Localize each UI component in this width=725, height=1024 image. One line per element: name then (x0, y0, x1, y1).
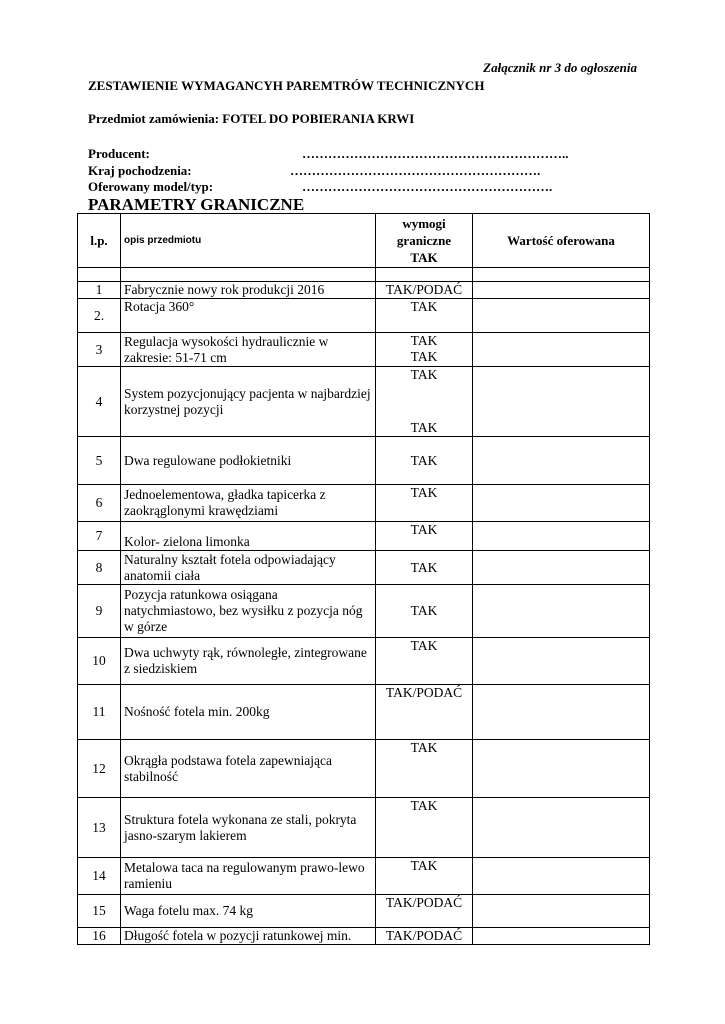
row-requirement (376, 333, 473, 367)
order-subject: Przedmiot zamówienia: FOTEL DO POBIERANIA KRWI (88, 111, 415, 126)
row-description: Okrągła podstawa fotela zapewniająca stabilność (121, 740, 376, 798)
row-requirement: TAK (376, 585, 473, 638)
table-row (78, 551, 650, 585)
document-title: ZESTAWIENIE WYMAGANCYH PAREMTRÓW TECHNICZNYCH (88, 78, 485, 93)
table-row (78, 282, 650, 299)
table-row (78, 895, 650, 928)
row-number: 4 (78, 367, 121, 437)
row-offered-value[interactable] (473, 437, 650, 485)
row-requirement: TAK (376, 485, 473, 522)
row-number: 7 (78, 522, 121, 551)
row-requirement: TAK (376, 798, 473, 858)
spacer-cell (121, 268, 376, 282)
row-number: 15 (78, 895, 121, 928)
row-requirement: TAK/PODAĆ (376, 895, 473, 928)
row-description: Regulacja wysokości hydraulicznie w zakresie: 51-71 cm (121, 333, 376, 367)
header-req-line1: wymogi (402, 216, 446, 231)
table-row (78, 858, 650, 895)
row-description: Naturalny kształt fotela odpowiadający anatomii ciała (121, 551, 376, 585)
producer-field (88, 146, 569, 162)
row-requirement: TAK (376, 858, 473, 895)
requirement-line: TAK (410, 420, 438, 435)
row-offered-value[interactable] (473, 367, 650, 437)
table-row (78, 299, 650, 333)
country-label: Kraj pochodzenia: (88, 163, 192, 178)
row-number: 8 (78, 551, 121, 585)
table-row (78, 437, 650, 485)
row-description: Dwa regulowane podłokietniki (121, 437, 376, 485)
row-description: Rotacja 360° (121, 299, 376, 333)
row-requirement: TAK (376, 740, 473, 798)
row-requirement: TAK (376, 299, 473, 333)
table-row (78, 485, 650, 522)
producer-label: Producent: (88, 146, 150, 161)
requirement-stack (379, 367, 469, 436)
annex-label: Załącznik nr 3 do ogłoszenia (483, 60, 637, 75)
row-requirement: TAK (376, 638, 473, 685)
row-requirement: TAK (376, 551, 473, 585)
row-number: 10 (78, 638, 121, 685)
row-offered-value[interactable] (473, 685, 650, 740)
table-row (78, 685, 650, 740)
model-field (88, 179, 553, 195)
row-requirement (376, 367, 473, 437)
row-description: Struktura fotela wykonana ze stali, pokryta jasno-szarym lakierem (121, 798, 376, 858)
table-row (78, 333, 650, 367)
row-number: 16 (78, 928, 121, 945)
row-number: 2. (78, 299, 121, 333)
row-number: 5 (78, 437, 121, 485)
row-description: Fabrycznie nowy rok produkcji 2016 (121, 282, 376, 299)
table-spacer-row (78, 268, 650, 282)
row-requirement: TAK (376, 522, 473, 551)
row-offered-value[interactable] (473, 928, 650, 945)
section-title: PARAMETRY GRANICZNE (88, 195, 305, 214)
requirement-line: TAK (410, 367, 438, 382)
row-number: 12 (78, 740, 121, 798)
requirement-line: TAK (410, 333, 438, 348)
country-value: …………………………………………………. (290, 163, 541, 178)
row-offered-value[interactable] (473, 798, 650, 858)
row-description: Metalowa taca na regulowanym prawo-lewo ramieniu (121, 858, 376, 895)
row-description: System pozycjonujący pacjenta w najbardziej korzystnej pozycji (121, 367, 376, 437)
row-offered-value[interactable] (473, 858, 650, 895)
row-requirement: TAK (376, 437, 473, 485)
row-offered-value[interactable] (473, 740, 650, 798)
table-row (78, 585, 650, 638)
row-offered-value[interactable] (473, 522, 650, 551)
parameters-table (77, 213, 650, 945)
row-offered-value[interactable] (473, 551, 650, 585)
row-number: 1 (78, 282, 121, 299)
row-requirement: TAK/PODAĆ (376, 928, 473, 945)
row-number: 11 (78, 685, 121, 740)
spacer-cell (78, 268, 121, 282)
header-req-line2: graniczne (396, 233, 452, 248)
row-number: 6 (78, 485, 121, 522)
row-offered-value[interactable] (473, 333, 650, 367)
spacer-cell (473, 268, 650, 282)
row-number: 9 (78, 585, 121, 638)
row-requirement: TAK/PODAĆ (376, 282, 473, 299)
row-description: Waga fotelu max. 74 kg (121, 895, 376, 928)
row-offered-value[interactable] (473, 638, 650, 685)
row-offered-value[interactable] (473, 485, 650, 522)
row-requirement: TAK/PODAĆ (376, 685, 473, 740)
requirement-line: TAK (410, 349, 438, 364)
table-row (78, 928, 650, 945)
model-value: …………………………………………………. (302, 179, 553, 194)
table-header-row (78, 214, 650, 268)
row-description: Kolor- zielona limonka (121, 522, 376, 551)
row-offered-value[interactable] (473, 895, 650, 928)
row-number: 13 (78, 798, 121, 858)
row-number: 3 (78, 333, 121, 367)
header-offered-value: Wartość oferowana (473, 214, 650, 268)
row-offered-value[interactable] (473, 299, 650, 333)
header-lp: l.p. (78, 214, 121, 268)
table-row (78, 522, 650, 551)
row-description: Dwa uchwyty rąk, równoległe, zintegrowane z siedziskiem (121, 638, 376, 685)
table-row (78, 798, 650, 858)
row-description: Nośność fotela min. 200kg (121, 685, 376, 740)
row-number: 14 (78, 858, 121, 895)
row-description: Pozycja ratunkowa osiągana natychmiastowo, bez wysiłku z pozycja nóg w górze (121, 585, 376, 638)
country-field (88, 163, 541, 179)
row-description: Długość fotela w pozycji ratunkowej min. (121, 928, 376, 945)
table-row (78, 638, 650, 685)
table-row (78, 740, 650, 798)
row-offered-value[interactable] (473, 585, 650, 638)
model-label: Oferowany model/typ: (88, 179, 214, 194)
header-description: opis przedmiotu (121, 214, 376, 268)
row-description: Jednoelementowa, gładka tapicerka z zaokrąglonymi krawędziami (121, 485, 376, 522)
table-row (78, 367, 650, 437)
header-req-line3: TAK (410, 250, 438, 265)
spacer-cell (376, 268, 473, 282)
producer-value: …………………………………………………….. (302, 146, 569, 161)
row-offered-value[interactable] (473, 282, 650, 299)
header-requirements (376, 214, 473, 268)
